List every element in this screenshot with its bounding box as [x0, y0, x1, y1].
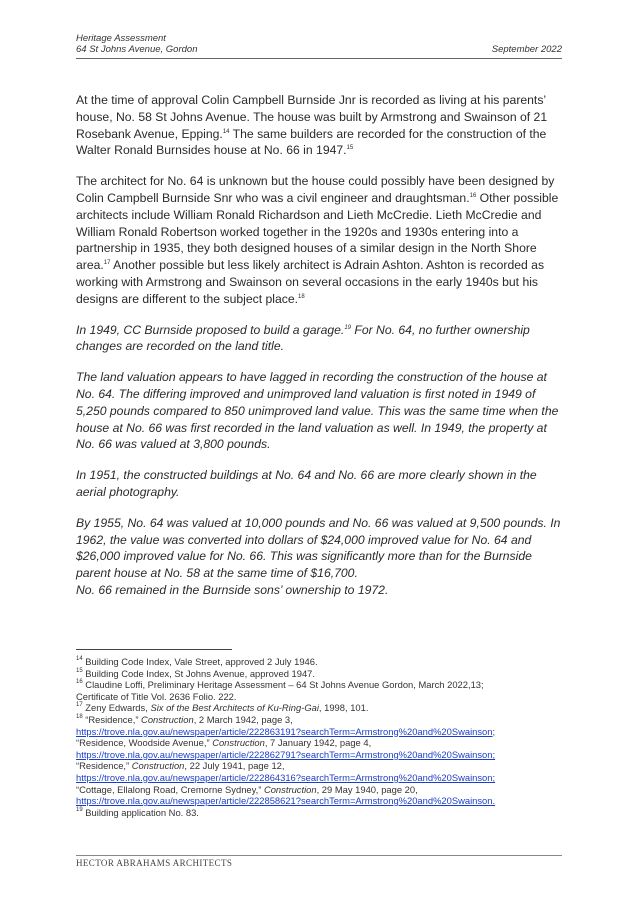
footnote-18-ref-2: “Residence, Woodside Avenue,” Construction, 7 January 1942, page 4,: [76, 737, 372, 749]
footnote-ref-15[interactable]: 15: [346, 145, 354, 152]
ownership-line: No. 66 remained in the Burnside sons’ ownership to 1972.: [76, 582, 389, 597]
footnote-18: $^{18}$ “Residence,” Construction, 2 March 1942, page 3,: [76, 713, 293, 725]
footnote-18-ref-4: “Cottage, Ellalong Road, Cremorne Sydney,” Construction, 29 May 1940, page 20,: [76, 783, 418, 795]
header-date: September 2022: [491, 44, 562, 55]
paragraph-values: By 1955, No. 64 was valued at 10,000 pounds and No. 66 was valued at 9,500 pounds. In 1962, the value was converted into dollars of $24,000 improved value for No. 64 and $26,000 improved value for No. 66. This was significantly more than for the Burnside parent house at No. 58 at the same time of $16,700. No. 66 remained in the Burnside sons’ ownership to 1972.: [76, 515, 561, 597]
footnote-15: $^{15}$ Building Code Index, St Johns Avenue, approved 1947.: [76, 667, 315, 679]
trove-link-2[interactable]: https://trove.nla.gov.au/newspaper/article/222862791?searchTerm=Armstrong%20and%20Swainson;: [76, 748, 496, 760]
paragraph-valuation: The land valuation appears to have lagged in recording the construction of the house at No. 64. The differing improved and unimproved land valuation is first noted in 1949 of 5,250 pounds compared to 850 unimproved land value. This was the same time when the house at No. 66 was first recorded in the land valuation as well. In 1949, the property at No. 66 was valued at 3,800 pounds.: [76, 370, 559, 452]
footnote-ref-18[interactable]: 18: [298, 293, 305, 300]
paragraph-garage: In 1949, CC Burnside proposed to build a garage.$^{19}$ For No. 64, no further ownership changes are recorded on the land title.: [76, 322, 530, 354]
footnote-ref-19[interactable]: 19: [344, 324, 351, 331]
footer-divider: [76, 855, 562, 856]
paragraph-builder: At the time of approval Colin Campbell Burnside Jnr is recorded as living at his parents’ house, No. 58 St Johns Avenue. The house was built by Armstrong and Swainson of 21 Rosebank Avenue, Epping.$^{14}$ The same builders are recorded for the construction of the Walter Ronald Burnsides house at No. 66 in 1947.15: [76, 93, 548, 158]
header-address: 64 St Johns Avenue, Gordon: [76, 44, 198, 55]
trove-link-1[interactable]: https://trove.nla.gov.au/newspaper/article/222863191?searchTerm=Armstrong%20and%20Swainson;: [76, 725, 496, 737]
body-text: [76, 92, 564, 613]
trove-link-3[interactable]: https://trove.nla.gov.au/newspaper/article/222864316?searchTerm=Armstrong%20and%20Swainson;: [76, 771, 496, 783]
footnote-16: $^{16}$ Claudine Loffi, Preliminary Heritage Assessment – 64 St Johns Avenue Gordon, March 2022,13;: [76, 679, 484, 691]
header-divider: [76, 58, 562, 59]
footnote-19: $^{19}$ Building application No. 83.: [76, 806, 199, 818]
footnote-ref-17[interactable]: 17: [103, 260, 111, 267]
footnote-ref-14[interactable]: 14: [222, 128, 230, 135]
footnote-14: $^{14}$ Building Code Index, Vale Street, approved 2 July 1946.: [76, 656, 318, 667]
footnote-18-ref-3: “Residence,” Construction, 22 July 1941, page 12,: [76, 760, 285, 772]
footnote-divider: [76, 649, 232, 650]
footer-firm-name: HECTOR ABRAHAMS ARCHITECTS: [76, 858, 233, 868]
footnote-16-cont: Certificate of Title Vol. 2636 Folio. 222.: [76, 690, 237, 702]
footnote-ref-16[interactable]: 16: [469, 192, 477, 199]
footnotes: [76, 656, 564, 818]
footnote-17: $^{17}$ Zeny Edwards, Six of the Best Architects of Ku-Ring-Gai, 1998, 101.: [76, 702, 369, 714]
paragraph-aerial: In 1951, the constructed buildings at No. 64 and No. 66 are more clearly shown in the aerial photography.: [76, 468, 537, 499]
page-header: [76, 33, 562, 55]
paragraph-architect: The architect for No. 64 is unknown but the house could possibly have been designed by Colin Campbell Burnside Snr who was a civil engineer and draughtsman.$^{16}$ Other possible architects include William Ronald Richardson and Lieth McCredie. Lieth McCredie and William Ronald Robertson worked together in the 1920s and 1930s entering into a partnership in 1935, they both designed houses of a similar design in the North Shore area.$^{17}$ Another possible but less likely architect is Adrain Ashton. Ashton is recorded as working with Armstrong and Swainson on several occasions in the early 1940s but his designs are different to the subject place.$^{18}$: [76, 174, 559, 306]
header-doc-type: Heritage Assessment: [76, 33, 166, 44]
trove-link-4[interactable]: https://trove.nla.gov.au/newspaper/article/222858621?searchTerm=Armstrong%20and%20Swainson.: [76, 795, 496, 807]
